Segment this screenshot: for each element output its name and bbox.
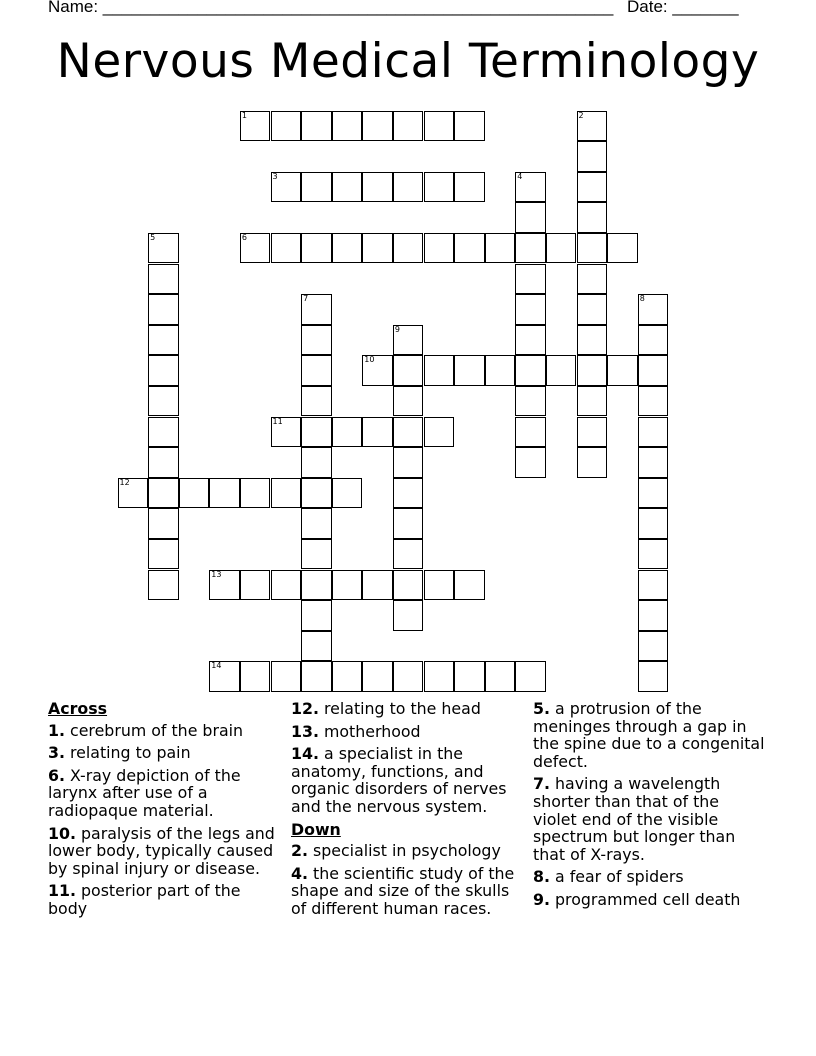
crossword-cell[interactable] <box>607 355 638 386</box>
crossword-cell[interactable] <box>424 417 455 448</box>
crossword-cell[interactable] <box>301 478 332 509</box>
name-field-label: Name: ______________________________________________________ <box>48 0 614 16</box>
page-title: Nervous Medical Terminology <box>56 34 760 89</box>
clue-number: 6 <box>241 232 247 242</box>
crossword-cell[interactable] <box>577 386 608 417</box>
crossword-cell[interactable] <box>638 570 669 601</box>
clue-item-text: a protrusion of the meninges through a gap in the spine due to a congenital defect. <box>533 699 765 771</box>
crossword-cell[interactable] <box>148 447 179 478</box>
clue-item <box>291 723 523 741</box>
crossword-cell[interactable] <box>301 355 332 386</box>
clue-number: 1 <box>241 110 247 120</box>
crossword-cell[interactable] <box>546 233 577 264</box>
clue-number: 2 <box>578 110 584 120</box>
crossword-cell[interactable] <box>638 294 669 325</box>
crossword-cell[interactable] <box>393 111 424 142</box>
clues-column-3 <box>533 700 765 914</box>
crossword-cell[interactable] <box>148 478 179 509</box>
crossword-cell[interactable] <box>393 325 424 356</box>
crossword-cell[interactable] <box>362 111 393 142</box>
crossword-cell[interactable] <box>148 325 179 356</box>
crossword-cell[interactable] <box>362 570 393 601</box>
clue-item-number: 5. <box>533 699 550 718</box>
clue-item-number: 3. <box>48 743 65 763</box>
clue-item <box>48 744 278 762</box>
crossword-cell[interactable] <box>148 264 179 295</box>
down-heading: Down <box>291 819 341 839</box>
crossword-cell[interactable] <box>515 325 546 356</box>
crossword-cell[interactable] <box>209 661 240 692</box>
crossword-cell[interactable] <box>577 447 608 478</box>
crossword-cell[interactable] <box>301 570 332 601</box>
crossword-cell[interactable] <box>515 386 546 417</box>
crossword-cell[interactable] <box>301 172 332 203</box>
crossword-cell[interactable] <box>393 386 424 417</box>
clues-column-2 <box>291 700 523 923</box>
crossword-cell[interactable] <box>577 111 608 142</box>
crossword-cell[interactable] <box>454 570 485 601</box>
clue-item-text: X-ray depiction of the larynx after use of a radiopaque material. <box>48 765 241 820</box>
clue-item <box>533 775 765 863</box>
crossword-cell[interactable] <box>515 294 546 325</box>
across-heading: Across <box>48 699 108 718</box>
crossword-cell[interactable] <box>362 355 393 386</box>
crossword-cell[interactable] <box>424 233 455 264</box>
clue-item <box>291 700 523 718</box>
crossword-cell[interactable] <box>393 417 424 448</box>
crossword-cell[interactable] <box>485 355 516 386</box>
clue-item <box>533 868 765 886</box>
clue-item <box>291 865 523 918</box>
clue-number: 13 <box>211 569 222 579</box>
crossword-cell[interactable] <box>393 172 424 203</box>
crossword-cell[interactable] <box>240 570 271 601</box>
clue-item-text: cerebrum of the brain <box>65 720 244 740</box>
clue-item <box>48 767 278 820</box>
crossword-cell[interactable] <box>454 172 485 203</box>
clue-number: 12 <box>119 477 130 487</box>
clue-number: 5 <box>150 232 156 242</box>
clue-number: 3 <box>272 171 278 181</box>
crossword-cell[interactable] <box>515 233 546 264</box>
crossword-cell[interactable] <box>301 417 332 448</box>
crossword-cell[interactable] <box>424 111 455 142</box>
crossword-cell[interactable] <box>577 417 608 448</box>
crossword-cell[interactable] <box>209 570 240 601</box>
clue-item-text: programmed cell death <box>550 889 741 909</box>
crossword-cell[interactable] <box>638 386 669 417</box>
clue-item <box>48 722 278 740</box>
crossword-cell[interactable] <box>271 172 302 203</box>
crossword-cell[interactable] <box>332 417 363 448</box>
clue-item-text: paralysis of the legs and lower body, typically caused by spinal injury or disease. <box>48 823 275 878</box>
crossword-cell[interactable] <box>301 294 332 325</box>
crossword-cell[interactable] <box>638 447 669 478</box>
crossword-cell[interactable] <box>424 661 455 692</box>
date-field-label: Date: _______ <box>627 0 739 16</box>
clue-item-text: relating to pain <box>65 743 191 763</box>
crossword-cell[interactable] <box>332 172 363 203</box>
crossword-cell[interactable] <box>148 355 179 386</box>
crossword-cell[interactable] <box>638 661 669 692</box>
clue-item-text: a specialist in the anatomy, functions, and organic disorders of nerves and the nervous system. <box>291 744 507 816</box>
crossword-cell[interactable] <box>118 478 149 509</box>
crossword-cell[interactable] <box>638 539 669 570</box>
crossword-cell[interactable] <box>332 233 363 264</box>
crossword-cell[interactable] <box>148 570 179 601</box>
crossword-cell[interactable] <box>301 600 332 631</box>
clue-item-number: 13. <box>291 721 319 741</box>
crossword-cell[interactable] <box>577 325 608 356</box>
crossword-cell[interactable] <box>424 355 455 386</box>
clue-item-number: 1. <box>48 720 65 740</box>
crossword-cell[interactable] <box>577 294 608 325</box>
crossword-cell[interactable] <box>638 508 669 539</box>
crossword-cell[interactable] <box>515 355 546 386</box>
crossword-cell[interactable] <box>577 172 608 203</box>
clue-item <box>533 891 765 909</box>
crossword-cell[interactable] <box>148 386 179 417</box>
clue-item <box>291 842 523 860</box>
clue-number: 4 <box>517 171 523 181</box>
crossword-cell[interactable] <box>148 417 179 448</box>
crossword-cell[interactable] <box>393 355 424 386</box>
crossword-cell[interactable] <box>607 233 638 264</box>
crossword-cell[interactable] <box>638 478 669 509</box>
crossword-cell[interactable] <box>546 355 577 386</box>
crossword-cell[interactable] <box>485 661 516 692</box>
crossword-cell[interactable] <box>515 447 546 478</box>
clue-item-text: motherhood <box>318 721 421 741</box>
crossword-cell[interactable] <box>638 417 669 448</box>
crossword-cell[interactable] <box>393 661 424 692</box>
crossword-cell[interactable] <box>577 233 608 264</box>
crossword-cell[interactable] <box>271 233 302 264</box>
clue-item-number: 8. <box>533 867 550 887</box>
crossword-cell[interactable] <box>301 325 332 356</box>
crossword-cell[interactable] <box>577 355 608 386</box>
clue-item-number: 14. <box>291 744 319 764</box>
crossword-cell[interactable] <box>240 478 271 509</box>
clue-item-text: having a wavelength shorter than that of the violet end of the visible spectrum but longer than that of X-rays. <box>533 774 736 864</box>
clue-item <box>291 745 523 815</box>
crossword-cell[interactable] <box>393 570 424 601</box>
crossword-cell[interactable] <box>240 661 271 692</box>
crossword-cell[interactable] <box>515 661 546 692</box>
crossword-cell[interactable] <box>179 478 210 509</box>
crossword-cell[interactable] <box>362 661 393 692</box>
clue-number: 14 <box>211 661 222 671</box>
clue-item-number: 7. <box>533 774 550 794</box>
crossword-cell[interactable] <box>271 570 302 601</box>
clue-item-number: 9. <box>533 889 550 909</box>
crossword-cell[interactable] <box>271 417 302 448</box>
crossword-cell[interactable] <box>393 600 424 631</box>
crossword-cell[interactable] <box>301 539 332 570</box>
clue-item-text: relating to the head <box>318 699 481 718</box>
crossword-cell[interactable] <box>148 294 179 325</box>
crossword-cell[interactable] <box>577 264 608 295</box>
crossword-cell[interactable] <box>148 508 179 539</box>
crossword-cell[interactable] <box>301 111 332 142</box>
crossword-cell[interactable] <box>515 172 546 203</box>
crossword-cell[interactable] <box>148 539 179 570</box>
crossword-cell[interactable] <box>271 478 302 509</box>
clue-item-text: the scientific study of the shape and size of the skulls of different human races. <box>291 863 515 918</box>
clue-number: 7 <box>303 294 309 304</box>
clue-item-number: 6. <box>48 765 65 785</box>
clues-column-1 <box>48 700 278 923</box>
crossword-cell[interactable] <box>301 386 332 417</box>
clue-item-text: specialist in psychology <box>308 841 501 861</box>
crossword-cell[interactable] <box>332 111 363 142</box>
crossword-cell[interactable] <box>301 233 332 264</box>
crossword-cell[interactable] <box>393 447 424 478</box>
clue-number: 9 <box>394 324 400 334</box>
crossword-cell[interactable] <box>362 233 393 264</box>
crossword-cell[interactable] <box>638 355 669 386</box>
crossword-cell[interactable] <box>332 570 363 601</box>
crossword-cell[interactable] <box>424 172 455 203</box>
crossword-cell[interactable] <box>393 539 424 570</box>
crossword-cell[interactable] <box>638 325 669 356</box>
crossword-cell[interactable] <box>577 202 608 233</box>
clue-number: 8 <box>639 294 645 304</box>
clue-number: 10 <box>364 355 375 365</box>
crossword-cell[interactable] <box>148 233 179 264</box>
clue-item-number: 4. <box>291 863 308 883</box>
crossword-cell[interactable] <box>424 570 455 601</box>
clue-item-text: posterior part of the body <box>48 881 241 918</box>
crossword-cell[interactable] <box>577 141 608 172</box>
crossword-cell[interactable] <box>301 508 332 539</box>
crossword-cell[interactable] <box>515 417 546 448</box>
crossword-cell[interactable] <box>240 233 271 264</box>
crossword-cell[interactable] <box>454 111 485 142</box>
clue-item-number: 11. <box>48 881 76 901</box>
crossword-cell[interactable] <box>393 233 424 264</box>
crossword-cell[interactable] <box>393 508 424 539</box>
clue-item-text: a fear of spiders <box>550 867 684 887</box>
crossword-cell[interactable] <box>271 661 302 692</box>
crossword-cell[interactable] <box>362 417 393 448</box>
clue-number: 11 <box>272 416 283 426</box>
crossword-cell[interactable] <box>454 233 485 264</box>
crossword-cell[interactable] <box>454 355 485 386</box>
crossword-cell[interactable] <box>332 478 363 509</box>
crossword-cell[interactable] <box>301 631 332 662</box>
clue-item <box>48 825 278 878</box>
crossword-cell[interactable] <box>454 661 485 692</box>
clue-item <box>533 700 765 770</box>
crossword-cell[interactable] <box>638 631 669 662</box>
crossword-cell[interactable] <box>332 661 363 692</box>
crossword-cell[interactable] <box>515 202 546 233</box>
crossword-cell[interactable] <box>638 600 669 631</box>
crossword-cell[interactable] <box>209 478 240 509</box>
clue-item-number: 2. <box>291 841 308 861</box>
clue-item-number: 10. <box>48 823 76 843</box>
clue-item-number: 12. <box>291 699 319 718</box>
crossword-cell[interactable] <box>485 233 516 264</box>
crossword-cell[interactable] <box>240 111 271 142</box>
crossword-cell[interactable] <box>271 111 302 142</box>
clue-item <box>48 882 278 917</box>
crossword-cell[interactable] <box>301 447 332 478</box>
crossword-cell[interactable] <box>515 264 546 295</box>
crossword-cell[interactable] <box>362 172 393 203</box>
crossword-cell[interactable] <box>393 478 424 509</box>
crossword-cell[interactable] <box>301 661 332 692</box>
